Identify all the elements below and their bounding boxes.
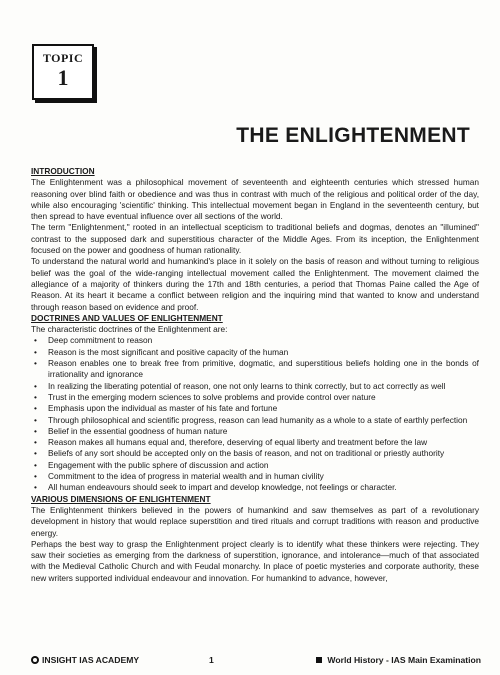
footer-brand [31, 655, 139, 665]
list-item: • Engagement with the public sphere of discussion and action [31, 460, 479, 471]
list-item: • Trust in the emerging modern sciences to solve problems and provide control over nature [31, 392, 479, 403]
list-item: • All human endeavours should seek to impart and develop knowledge, not feelings or character. [31, 482, 479, 493]
document-body [31, 166, 479, 584]
footer-series [316, 655, 481, 665]
list-item: • Deep commitment to reason [31, 335, 479, 346]
doctrines-list [31, 335, 479, 493]
list-item: • Commitment to the idea of progress in material wealth and in human civility [31, 471, 479, 482]
topic-label: TOPIC [42, 51, 84, 65]
dimensions-paragraph: The Enlightenment thinkers believed in the powers of humankind and saw themselves as part of a revolutionary development in history that would replace superstition and tired rituals and corrupt traditions with reason and productive energy. [31, 504, 479, 538]
list-item: • In realizing the liberating potential of reason, one not only learns to think correctly, but to act correctly as well [31, 381, 479, 392]
square-bullet-icon [316, 657, 322, 663]
list-item: • Belief in the essential goodness of human nature [31, 426, 479, 437]
list-item: • Through philosophical and scientific progress, reason can lead humanity as a whole to a state of earthly perfection [31, 415, 479, 426]
intro-heading: INTRODUCTION [31, 166, 95, 176]
list-item: • Emphasis upon the individual as master of his fate and fortune [31, 403, 479, 414]
list-item: • Reason makes all humans equal and, therefore, deserving of equal liberty and treatment before the law [31, 437, 479, 448]
list-item: • Beliefs of any sort should be accepted only on the basis of reason, and not on traditional or priestly authority [31, 448, 479, 459]
topic-number: 1 [57, 65, 69, 90]
topic-box [32, 44, 94, 100]
intro-paragraph: To understand the natural world and humankind's place in it solely on the basis of reason and without turning to religious belief was the goal of the wide-ranging intellectual movement called the Enlightenment. The movement claimed the allegiance of a majority of thinkers during the 17th and 18th centuries, a period that Thomas Paine called the Age of Reason. At its heart it became a conflict between religion and the inquiring mind that wanted to know and understand through reason based on evidence and proof. [31, 256, 479, 312]
footer-brand-text: INSIGHT IAS ACADEMY [42, 655, 140, 665]
doctrines-lead: The characteristic doctrines of the Enlightenment are: [31, 324, 228, 335]
list-item: • Reason enables one to break free from primitive, dogmatic, and superstitious beliefs holding one in the bonds of irrationality and ignorance [31, 358, 479, 381]
page-number: 1 [209, 655, 214, 665]
dimensions-heading: VARIOUS DIMENSIONS OF ENLIGHTENMENT [31, 493, 211, 504]
dimensions-paragraph: Perhaps the best way to grasp the Enlightenment project clearly is to identify what these thinkers were rejecting. They saw their societies as emerging from the darkness of superstition, ignorance, and intolerance—much of that associated with the Medieval Catholic Church and with Feudal monarchy. In place of poetic mysteries and corporate authority, these new writers supported individual endeavour and innovation. For humankind to advance, however, [31, 538, 479, 583]
list-item: • Reason is the most significant and positive capacity of the human [31, 347, 479, 358]
academy-logo-icon [31, 656, 39, 664]
intro-paragraph: The Enlightenment was a philosophical movement of seventeenth and eighteenth centuries which stressed human reasoning over blind faith or obedience and was thus in contrast with much of the religious and political order of the day, while also encouraging 'scientific' thinking. This intellectual movement began in England in the seventeenth century, but then spread to have eventual influence over all sections of the world. [31, 177, 479, 222]
page-footer [31, 655, 481, 665]
page-title: THE ENLIGHTENMENT [236, 124, 470, 147]
intro-paragraph: The term "Enlightenment," rooted in an intellectual scepticism to traditional beliefs and dogmas, denotes an "illumined" contrast to the supposed dark and superstitious character of the Middle Ages. From its inception, the Enlightenment focused on the power and goodness of human rationality. [31, 222, 479, 256]
footer-series-text: World History - IAS Main Examination [327, 655, 481, 665]
doctrines-heading: DOCTRINES AND VALUES OF ENLIGHTENMENT [31, 312, 223, 323]
